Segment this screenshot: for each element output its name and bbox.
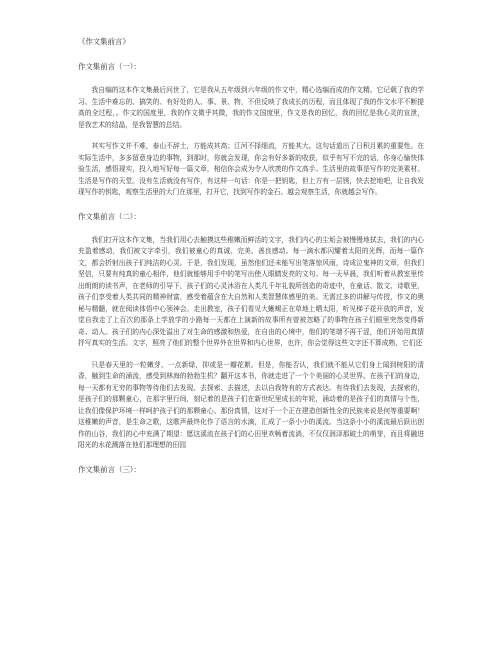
- document-title: 《作文集前言》: [78, 37, 130, 46]
- paragraph: 只是春天里的一粒嫩芽、一点新绿，抑或是一瓣花絮。但是，你能否认，我们就不能从它们身上闻到树阳的清香，触到生命的涌流，感受到林海的勃勃生机？翻开这本书，你就走进了一个个美丽的心灵世界。在孩子们的身边，每一天都有无穷的事物等待他们去发现、去探索、去描述，去以自我特有的方式表达。有待我们去发现，去探索的，是孩子们的那颗童心，在那字里行间，刻记着的是孩子们在新世纪里成长的年轮，涌动着的是孩子们的真情与个性，让我们像保护环境一样呵护孩子们的那颗童心、那份真情，这对于一个正在建造创新性全的民族来说是何等重要啊！这稚嫩的声音，是生命之歌，这歌声最终化作了语言的水滴，汇成了一条小小的溪流。当这条小小的溪流最后跃出创作的山谷，我们的心中充满了期望：愿这溪流在孩子们的心田里欢畅着流淌，不仅仅润泽那破土的萌芽，而且将融进阳光的水花溅落在他们那理想的田园: [78, 360, 424, 449]
- paragraph: 其实写作文并不难，泰山不辞土，方能成其高；江河不择细流，方能其大。这句话道出了日积月累的重要性。在实际生活中，多多留意身边的事物，到那时，你就会发现，你会有好多新的收获，似乎有写不完的话，你身心愉快体验生活，感悟现实，投入地写好每一篇文章，相信你会成为令人欣羡的作文高手。生活里的故事是写作的完美素材。生活是写作的天堂。没有生活就没有写作，有这样一句话：你是一把钥匙，但上方有一层锈，快去挖地吧，让自我发现写作的钥匙，观察生活里的大门在那里，打开它，找到写作的金石。越会观察生活，你就越会写作。: [78, 142, 424, 196]
- section-heading-1: 作文集前言（一）：: [78, 62, 141, 71]
- section-heading-3: 作文集前言（三）：: [78, 464, 141, 474]
- paragraph: 我们打开这本作文集，当我们用心去触摸这些稚嫩而鲜活的文字，我们内心的尘垢会被慢慢地拭去，我们的内心充盈着感动，我们被文字牵引，我们被童心的真诚、完美、善良感动。每一滴水都闪耀着太阳的光辉，而每一篇作文，都会折射出孩子们纯洁的心灵。于是，我们发现，虽然他们还未能写出笔落惊风雨，诗成泣鬼神的文章，但我们坚信，只要有纯真的童心相伴，他们就能够用手中的笔写出使人眼睛发亮的文句。每一天早晨，我们听着从教室里传出朗朗的读书声，在老师的引导下，孩子们的心灵沐浴在人类几千年礼貌所创造的奇迹中，在童话、散文、诗歌里，孩子们享受着人类共同的精神财富，感受着蕴含在大自然和人类智慧体感里的美。无需过多的讲解与传授，作文的奥秘与精髓，就在阅读体悟中心领神会。走出教室，孩子们看见大蜥蜴正在草地上晒太阳，听见梯子花开放的声音，发觉自我走了上百次的那条上学放学的小路每一天都在上演新的故事所有曾被忽略了的事物在孩子们眼里突然变得新奇、动人。孩子们的内心深处溢出了对生命的感激和热爱，在自由的心境中，他们的笔端不再干涩，他们开始用真情抒写真实的生活。文字，照亮了他们的整个世界外在世界和内心世界，也许，你会觉得这些文字还不算成熟，它们还: [78, 235, 424, 347]
- section-heading-2: 作文集前言（二）：: [78, 211, 141, 221]
- paragraph: 我自编的这本作文集最后问世了，它是我从五年级到六年级的作文中，精心选编而成的作文精。它记载了我的学习、生活中难忘的、搞笑的、有好处的人、事、景、物，不但反映了我成长的历程，而且体现了我的作文水平不断提高的全过程，。作文的国度里，我的作文微乎其微，我的作文国度里，作文是我的回忆，我的回忆是我心灵的宣泄，是我艺术的结晶，是我智慧的总结。: [78, 86, 424, 129]
- document-body: [78, 36, 424, 488]
